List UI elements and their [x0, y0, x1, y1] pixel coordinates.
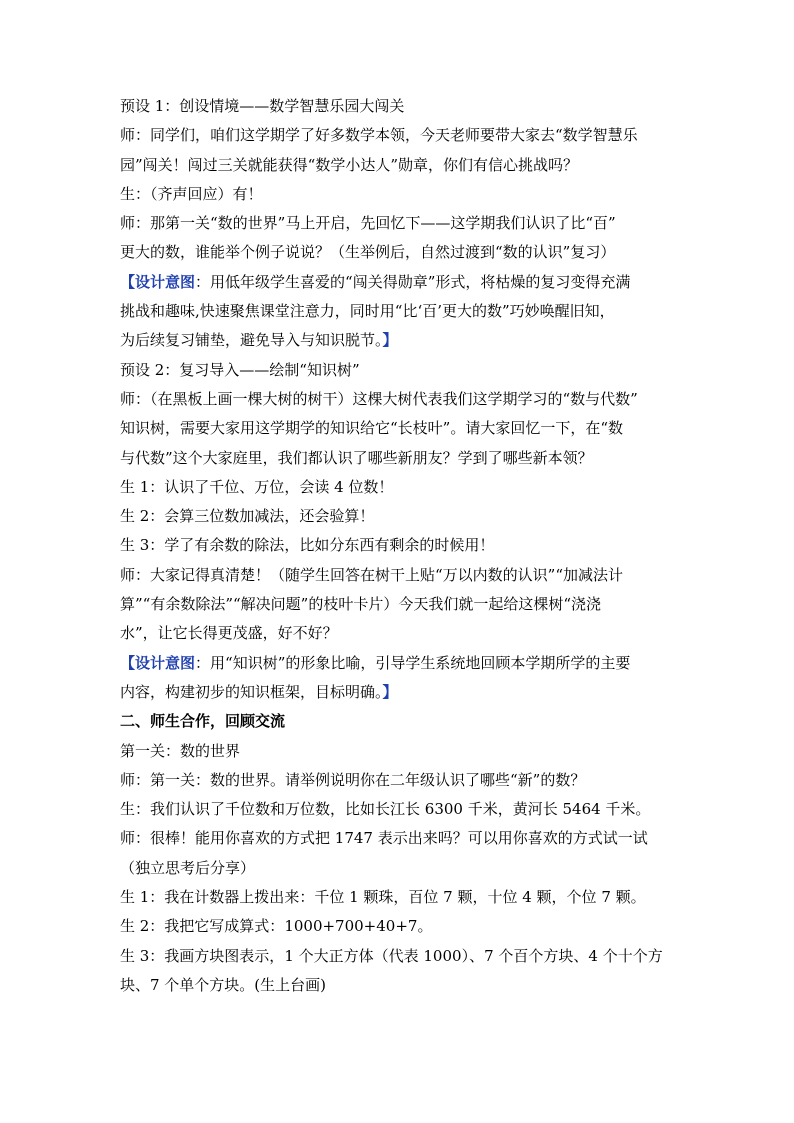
open-bracket: 【: [120, 272, 136, 291]
text-line: 生 1：认识了千位、万位，会读 4 位数！: [120, 477, 394, 496]
text-line: 生：（齐声回应）有！: [120, 184, 263, 203]
text-line: （独立思考后分享）: [120, 858, 256, 877]
design-intent-line: [120, 649, 680, 678]
text-line: 水”，让它长得更茂盛，好不好？: [120, 624, 338, 643]
design-intent-label: 设计意图: [135, 653, 196, 672]
text-line: 生 3：我画方块图表示，1 个大正方体（代表 1000）、7 个百个方块、4 个十个方: [120, 946, 663, 965]
text-line: 生 3：学了有余数的除法，比如分东西有剩余的时候用！: [120, 536, 495, 555]
text-line: 挑战和趣味,快速聚焦课堂注意力，同时用“比‘百’更大的数”巧妙唤醒旧知，: [120, 302, 615, 321]
text-line: 预设 2：复习导入——绘制“知识树”: [120, 360, 360, 379]
text-line: 块、7 个单个方块。(生上台画): [120, 975, 327, 994]
design-intent-line: [120, 268, 680, 297]
design-intent-text: 内容，构建初步的知识框架，目标明确。: [120, 682, 383, 701]
design-intent-text: ：用低年级学生喜爱的“闯关得勋章”形式，将枯燥的复习变得充满: [195, 272, 631, 291]
text-line: 师：很棒！能用你喜欢的方式把 1747 表示出来吗？可以用你喜欢的方式试一试: [120, 829, 648, 848]
text-line: 师：（在黑板上画一棵大树的树干）这棵大树代表我们这学期学习的“数与代数”: [120, 389, 638, 408]
text-line: [120, 326, 680, 355]
text-line: 生 2：会算三位数加减法，还会验算！: [120, 507, 375, 526]
text-line: 师：同学们，咱们这学期学了好多数学本领，今天老师要带大家去“数学智慧乐: [120, 126, 638, 145]
document-body: [120, 92, 680, 1000]
text-line: 知识树，需要大家用这学期学的知识给它“长枝叶”。请大家回忆一下，在“数: [120, 419, 624, 438]
design-intent-label: 设计意图: [135, 272, 196, 291]
text-line: 算”“有余数除法”“解决问题”的枝叶卡片）今天我们就一起给这棵树“浇浇: [120, 595, 602, 614]
text-line: 师：那第一关“数的世界”马上开启，先回忆下——这学期我们认识了比“百”: [120, 214, 616, 233]
text-line: 与代数”这个大家庭里，我们都认识了哪些新朋友？学到了哪些新本领？: [120, 448, 593, 467]
text-line: 预设 1：创设情境——数学智慧乐园大闯关: [120, 97, 405, 115]
text-line: [120, 678, 680, 707]
text-line: 师：大家记得真清楚！（随学生回答在树干上贴“万以内数的认识”“加减法计: [120, 565, 624, 584]
design-intent-text: ：用“知识树”的形象比喻，引导学生系统地回顾本学期所学的主要: [195, 653, 631, 672]
text-line: 生 1：我在计数器上拨出来：千位 1 颗珠，百位 7 颗，十位 4 颗，个位 7 颗。: [120, 888, 646, 907]
close-bracket: 】: [382, 682, 398, 701]
open-bracket: 【: [120, 653, 136, 672]
close-bracket: 】: [382, 331, 398, 350]
text-line: 更大的数，谁能举个例子说说？（生举例后，自然过渡到“数的认识”复习）: [120, 243, 616, 262]
design-intent-text: 为后续复习铺垫，避免导入与知识脱节。: [120, 331, 383, 350]
text-line: 师：第一关：数的世界。请举例说明你在二年级认识了哪些“新”的数？: [120, 770, 586, 789]
text-line: 生 2：我把它写成算式：1000+700+40+7。: [120, 917, 433, 936]
text-line: 园”闯关！闯过三关就能获得“数学小达人”勋章，你们有信心挑战吗？: [120, 155, 579, 174]
text-line: 生：我们认识了千位数和万位数，比如长江长 6300 千米，黄河长 5464 千米。: [120, 800, 651, 819]
section-heading: 二、师生合作，回顾交流: [120, 712, 286, 731]
text-line: 第一关：数的世界: [120, 741, 241, 760]
